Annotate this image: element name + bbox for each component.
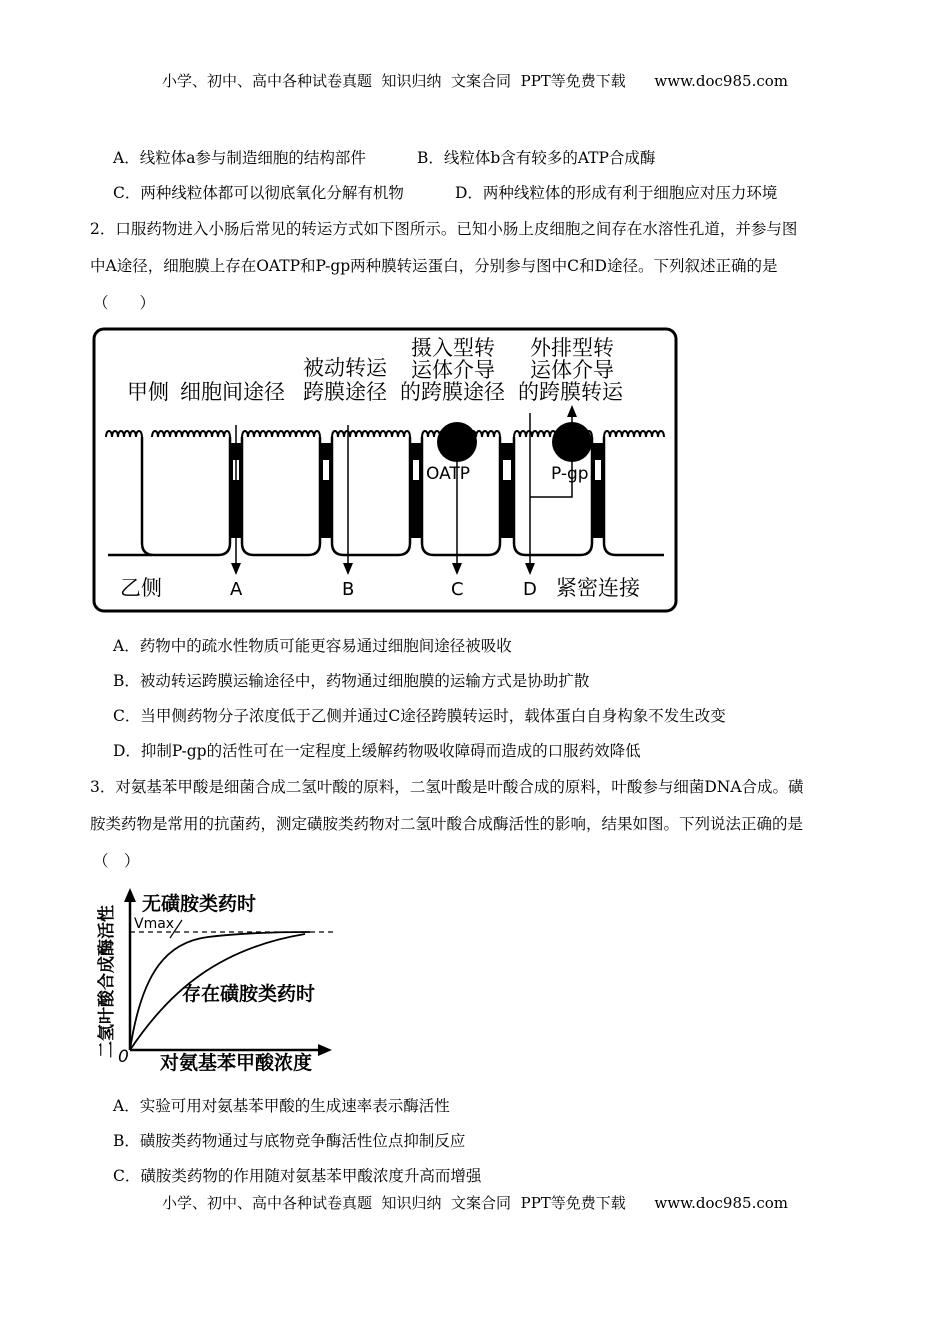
q2-stem-line2: 中A途径，细胞膜上存在OATP和P-gp两种膜转运蛋白，分别参与图中C和D途径。下列叙述正确的是 [90,257,778,275]
origin-label: 0 [118,1047,129,1067]
route-d-label: D [523,579,537,600]
vmax-label: Vmax [134,916,175,932]
q2-stem-line1: 2．口服药物进入小肠后常见的转运方式如下图所示。已知小肠上皮细胞之间存在水溶性孔道，并参与图 [90,220,798,238]
q2-answer-paren: （ ） [93,294,156,312]
route-a-title: 细胞间途径 [180,380,285,404]
enzyme-activity-graph [90,880,350,1080]
curve-label-top: 无磺胺类药时 [142,893,257,915]
route-a-label: A [230,579,243,600]
route-d-title-line3: 的跨膜转运 [518,380,623,404]
q1-option-a: A．线粒体a参与制造细胞的结构部件 [113,149,366,167]
pgp-label: P-gp [551,464,589,484]
page-header: 小学、初中、高中各种试卷真题 知识归纳 文案合同 PPT等免费下载 www.doc985.com [161,72,788,90]
q1-option-d: D．两种线粒体的形成有利于细胞应对压力环境 [455,184,778,202]
side-bottom-label: 乙侧 [120,576,162,600]
y-axis-label: 二氢叶酸合成酶活性 [97,905,117,1058]
tight-junction-label: 紧密连接 [556,576,640,600]
q3-option-a: A．实验可用对氨基苯甲酸的生成速率表示酶活性 [113,1097,450,1115]
q3-option-c: C．磺胺类药物的作用随对氨基苯甲酸浓度升高而增强 [113,1167,482,1185]
page-footer: 小学、初中、高中各种试卷真题 知识归纳 文案合同 PPT等免费下载 www.doc985.com [161,1194,788,1212]
q3-stem-line1: 3．对氨基苯甲酸是细菌合成二氢叶酸的原料，二氢叶酸是叶酸合成的原料，叶酸参与细菌DNA合成。磺 [90,778,804,796]
route-b-label: B [342,579,355,600]
oatp-label: OATP [426,464,471,484]
route-c-title-line2: 运体介导 [411,358,495,382]
route-c-title-line3: 的跨膜途径 [400,380,505,404]
curve-label-bottom: 存在磺胺类药时 [182,983,316,1005]
transport-diagram [90,325,680,615]
q1-option-c: C．两种线粒体都可以彻底氧化分解有机物 [113,184,404,202]
route-c-title-line1: 摄入型转 [411,336,495,360]
route-d-title-line1: 外排型转 [530,336,614,360]
q1-option-b: B．线粒体b含有较多的ATP合成酶 [417,149,656,167]
q3-answer-paren: （ ） [93,852,140,870]
q2-option-b: B．被动转运跨膜运输途径中，药物通过细胞膜的运输方式是协助扩散 [113,672,590,690]
q3-option-b: B．磺胺类药物通过与底物竞争酶活性位点抑制反应 [113,1132,466,1150]
q2-option-a: A．药物中的疏水性物质可能更容易通过细胞间途径被吸收 [113,637,512,655]
route-b-title-line1: 被动转运 [303,356,387,380]
q3-stem-line2: 胺类药物是常用的抗菌药，测定磺胺类药物对二氢叶酸合成酶活性的影响，结果如图。下列说法正确的是 [90,815,804,833]
route-c-label: C [451,579,464,600]
x-axis-label: 对氨基苯甲酸浓度 [160,1052,313,1074]
q2-option-d: D．抑制P-gp的活性可在一定程度上缓解药物吸收障碍而造成的口服药效降低 [113,742,641,760]
route-b-title-line2: 跨膜途径 [303,380,387,404]
q2-option-c: C．当甲侧药物分子浓度低于乙侧并通过C途径跨膜转运时，载体蛋白自身构象不发生改变 [113,707,726,725]
side-top-label: 甲侧 [127,380,169,404]
route-d-title-line2: 运体介导 [530,358,614,382]
